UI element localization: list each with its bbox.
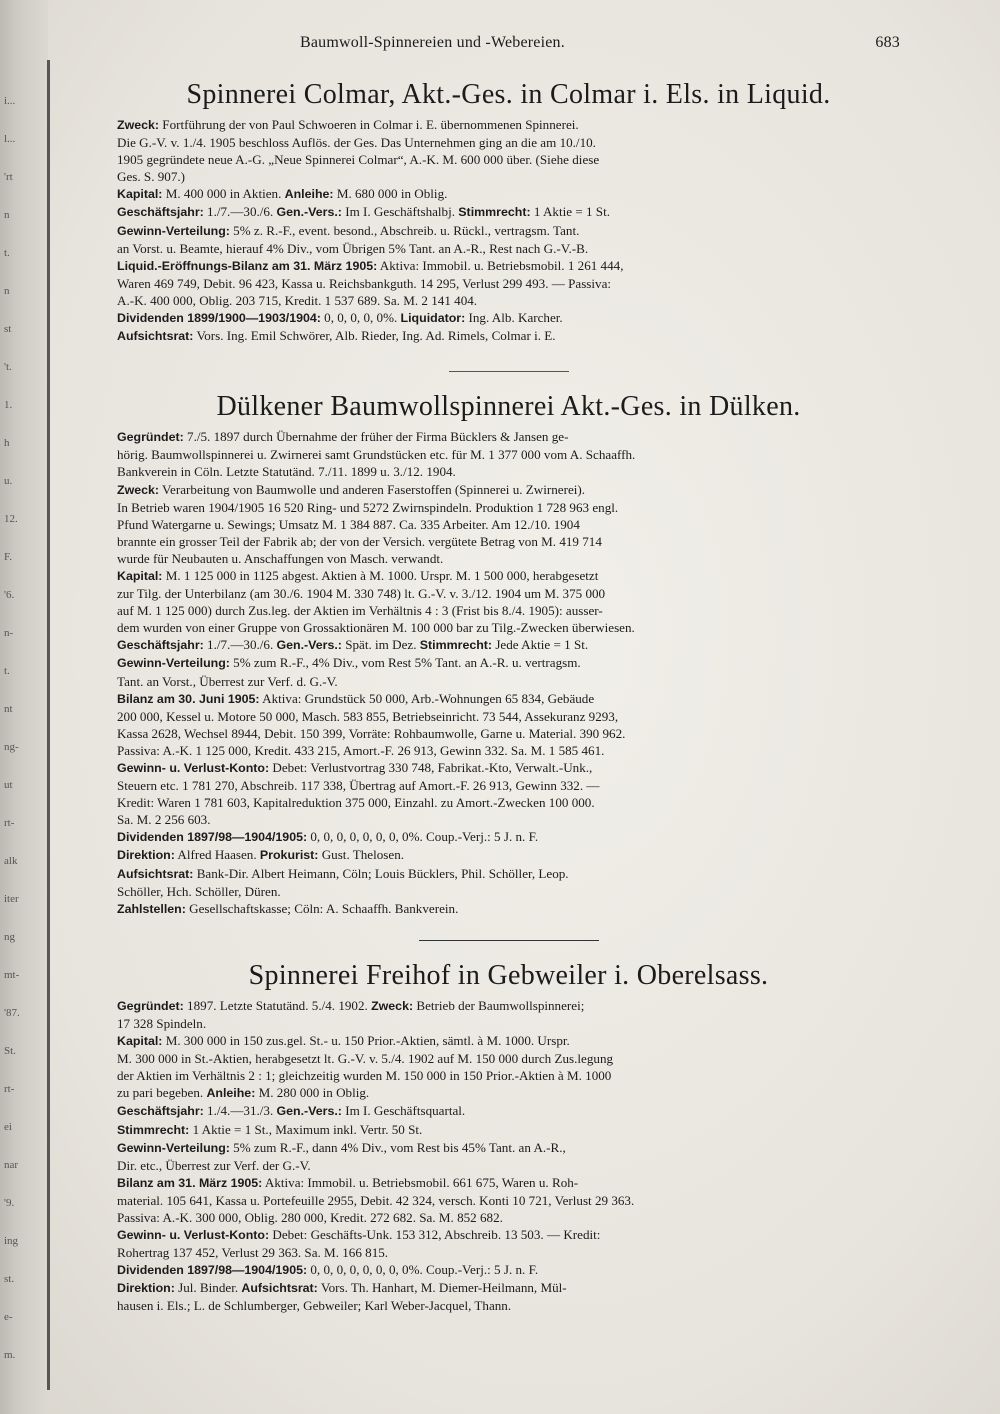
field-text: In Betrieb waren 1904/1905 16 520 Ring- und 5272 Zwirnspindeln. Produktion 1 728 963 engl. bbox=[117, 499, 619, 515]
entry-line bbox=[117, 1261, 900, 1279]
field-text: M. 680 000 in Oblig. bbox=[333, 186, 448, 202]
entry-line bbox=[117, 690, 900, 708]
field-label: Kapital: bbox=[117, 1034, 163, 1049]
field-label: Stimmrecht: bbox=[117, 1122, 190, 1137]
field-label: Dividenden 1897/98—1904/1905: bbox=[117, 1263, 308, 1278]
field-label: Geschäftsjahr: bbox=[117, 205, 204, 220]
field-text: Betrieb der Baumwollspinnerei; bbox=[413, 997, 585, 1013]
gutter-fragment: 't. bbox=[4, 361, 12, 373]
entry-line bbox=[117, 275, 900, 292]
entry-line bbox=[117, 1157, 900, 1174]
entry-line bbox=[117, 499, 900, 516]
field-text: 7./5. 1897 durch Übernahme der früher der Firma Bücklers & Jansen ge- bbox=[183, 429, 569, 445]
entry-line bbox=[117, 1297, 900, 1314]
entry-line bbox=[117, 997, 900, 1015]
field-text: hausen i. Els.; L. de Schlumberger, Gebweiler; Karl Weber-Jacquel, Thann. bbox=[117, 1298, 512, 1314]
field-text: Alfred Haasen. bbox=[174, 847, 260, 863]
gutter-fragment: '87. bbox=[4, 1007, 20, 1019]
gutter-fragment: u. bbox=[4, 475, 13, 487]
entry-line bbox=[117, 742, 900, 759]
entry-line bbox=[117, 1102, 900, 1120]
entry-line bbox=[117, 1032, 900, 1050]
field-text: 1 Aktie = 1 St., Maximum inkl. Vertr. 50 St. bbox=[189, 1121, 423, 1137]
gutter-fragment: nar bbox=[4, 1159, 19, 1171]
field-label: Zweck: bbox=[371, 998, 414, 1013]
entry-line bbox=[117, 1084, 900, 1102]
entry-line bbox=[117, 257, 900, 275]
entry-line bbox=[117, 428, 900, 446]
gutter-fragment: t. bbox=[4, 247, 10, 259]
field-label: Kapital: bbox=[117, 568, 163, 583]
company-entry bbox=[117, 390, 900, 918]
entry-line bbox=[117, 292, 900, 309]
gutter-fragment: i... bbox=[4, 95, 16, 107]
field-text: 1 Aktie = 1 St. bbox=[530, 204, 610, 220]
field-text: Im I. Geschäftsquartal. bbox=[341, 1103, 466, 1119]
field-label: Bilanz am 30. Juni 1905: bbox=[117, 691, 260, 706]
field-text: Schöller, Hch. Schöller, Düren. bbox=[117, 883, 281, 899]
field-label: Aufsichtsrat: bbox=[241, 1281, 318, 1296]
field-text: Waren 469 749, Debit. 96 423, Kassa u. Reichsbankguth. 14 295, Verlust 299 493. — Passiva: bbox=[117, 275, 612, 291]
field-text: Dir. etc., Überrest zur Verf. der G.-V. bbox=[117, 1157, 311, 1173]
field-text: 0, 0, 0, 0, 0, 0, 0, 0%. Coup.-Verj.: 5 J. n. F. bbox=[307, 1262, 539, 1278]
entry-line bbox=[117, 327, 900, 345]
entry-line bbox=[117, 654, 900, 672]
field-text: der Aktien im Verhältnis 2 : 1; gleichzeitig wurden M. 150 000 in 150 Prior.-Aktien à M. 1000 bbox=[117, 1068, 612, 1084]
field-label: Direktion: bbox=[117, 1281, 175, 1296]
gutter-fragment: ut bbox=[4, 779, 13, 791]
field-text: Vors. Ing. Emil Schwörer, Alb. Rieder, Ing. Ad. Rimels, Colmar i. E. bbox=[193, 328, 556, 344]
field-label: Direktion: bbox=[117, 848, 175, 863]
field-text: M. 300 000 in St.-Aktien, herabgesetzt lt. G.-V. v. 5./4. 1902 auf M. 150 000 durch Zus.legung bbox=[117, 1051, 614, 1067]
field-text: Gesellschaftskasse; Cöln: A. Schaaffh. Bankverein. bbox=[185, 900, 459, 916]
field-label: Gen.-Vers.: bbox=[276, 205, 342, 220]
field-text: Fortführung der von Paul Schwoeren in Colmar i. E. übernommenen Spinnerei. bbox=[159, 117, 579, 132]
field-text: 0, 0, 0, 0, 0, 0, 0, 0%. Coup.-Verj.: 5 J. n. F. bbox=[307, 829, 539, 845]
entry-line bbox=[117, 151, 900, 168]
field-text: hörig. Baumwollspinnerei u. Zwirnerei samt Grundstücken etc. für M. 1 377 000 vom A. Schaaffh. bbox=[117, 447, 636, 463]
field-text: 200 000, Kessel u. Motore 50 000, Masch. 583 855, Betriebseinricht. 73 544, Assekuranz 9293, bbox=[117, 708, 619, 724]
entry-line bbox=[117, 846, 900, 864]
field-label: Gegründet: bbox=[117, 430, 184, 445]
field-text: Die G.-V. v. 1./4. 1905 beschloss Auflös. der Ges. Das Unternehmen ging an die am 10./10. bbox=[117, 135, 596, 151]
company-title: Spinnerei Colmar, Akt.-Ges. in Colmar i. Els. in Liquid. bbox=[186, 79, 831, 110]
field-label: Liquidator: bbox=[400, 311, 466, 326]
gutter-fragment: ei bbox=[4, 1121, 12, 1133]
field-text: 5% z. R.-F., event. besond., Abschreib. u. Rückl., vertragsm. Tant. bbox=[229, 222, 580, 238]
field-text: M. 300 000 in 150 zus.gel. St.- u. 150 Prior.-Aktien, sämtl. à M. 1000. Urspr. bbox=[162, 1033, 570, 1049]
gutter-fragment: F. bbox=[4, 551, 12, 563]
entry-line bbox=[117, 309, 900, 327]
gutter-fragment: rt- bbox=[4, 817, 15, 829]
entry-line bbox=[117, 533, 900, 550]
gutter-fragment: '9. bbox=[4, 1197, 15, 1209]
field-label: Gewinn- u. Verlust-Konto: bbox=[117, 1228, 270, 1243]
entry-line bbox=[117, 777, 900, 794]
field-text: Jede Aktie = 1 St. bbox=[492, 637, 589, 653]
gutter-fragment: alk bbox=[4, 855, 18, 867]
field-label: Anleihe: bbox=[284, 187, 334, 202]
gutter-fragment: e- bbox=[4, 1311, 13, 1323]
field-text: Vors. Th. Hanhart, M. Diemer-Heilmann, Mül- bbox=[317, 1280, 567, 1296]
entry-line bbox=[117, 828, 900, 846]
field-text: auf M. 1 125 000) durch Zus.leg. der Aktien im Verhältnis 4 : 3 (Frist bis 8./4. 1905): ausser- bbox=[117, 603, 603, 619]
field-text: dem wurden von einer Gruppe von Grossaktionären M. 100 000 bar zu Tilg.-Zwecken überwiesen. bbox=[117, 620, 635, 636]
page-content bbox=[117, 78, 900, 1315]
section-divider bbox=[419, 940, 599, 941]
gutter-fragment: n bbox=[4, 209, 10, 221]
running-head-title: Baumwoll-Spinnereien und -Webereien. bbox=[300, 34, 565, 51]
entry-line bbox=[117, 240, 900, 257]
gutter-fragment: t. bbox=[4, 665, 10, 677]
entry-line bbox=[117, 636, 900, 654]
entry-line bbox=[117, 1050, 900, 1067]
field-label: Zahlstellen: bbox=[117, 901, 186, 916]
entry-line bbox=[117, 883, 900, 900]
field-text: Jul. Binder. bbox=[174, 1280, 242, 1296]
page-number: 683 bbox=[875, 34, 900, 51]
field-text: Pfund Watergarne u. Sewings; Umsatz M. 1 384 887. Ca. 335 Arbeiter. Am 12./10. 1904 bbox=[117, 516, 580, 532]
entry-line bbox=[117, 1279, 900, 1297]
field-text: 5% zum R.-F., dann 4% Div., vom Rest bis 45% Tant. an A.-R., bbox=[229, 1139, 566, 1155]
gutter-fragment: st bbox=[4, 323, 12, 335]
entry-line bbox=[117, 446, 900, 463]
gutter-fragment: nt bbox=[4, 703, 13, 715]
field-label: Bilanz am 31. März 1905: bbox=[117, 1175, 263, 1190]
company-entry bbox=[117, 959, 900, 1315]
field-text: Steuern etc. 1 781 270, Abschreib. 117 338, Übertrag auf Amort.-F. 26 913, Gewinn 332. — bbox=[117, 778, 600, 794]
entry-line bbox=[117, 203, 900, 221]
field-label: Liquid.-Eröffnungs-Bilanz am 31. März 1905: bbox=[117, 258, 378, 273]
field-text: 1./7.—30./6. bbox=[203, 204, 277, 220]
field-text: 0, 0, 0, 0, 0%. bbox=[320, 310, 401, 326]
company-title: Spinnerei Freihof in Gebweiler i. Oberelsass. bbox=[248, 959, 769, 991]
entry-line bbox=[117, 1015, 900, 1032]
field-text: 17 328 Spindeln. bbox=[117, 1015, 207, 1031]
field-text: material. 105 641, Kassa u. Portefeuille 2955, Debit. 42 324, versch. Konti 10 721, Verlust 29 363. bbox=[117, 1192, 635, 1208]
entry-line bbox=[117, 134, 900, 151]
field-label: Gewinn- u. Verlust-Konto: bbox=[117, 761, 270, 775]
field-text: 5% zum R.-F., 4% Div., vom Rest 5% Tant. an A.-R. u. vertragsm. bbox=[229, 655, 581, 671]
entry-line bbox=[117, 759, 900, 777]
gutter-line bbox=[47, 60, 50, 1390]
entry-line bbox=[117, 1209, 900, 1226]
field-label: Stimmrecht: bbox=[458, 205, 531, 220]
field-text: Ing. Alb. Karcher. bbox=[465, 310, 563, 326]
entry-line bbox=[117, 1244, 900, 1261]
field-text: Verarbeitung von Baumwolle und anderen Faserstoffen (Spinnerei u. Zwirnerei). bbox=[159, 481, 586, 497]
field-label: Aufsichtsrat: bbox=[117, 866, 194, 881]
field-text: M. 400 000 in Aktien. bbox=[162, 186, 285, 202]
field-text: Kassa 2628, Wechsel 8944, Debit. 150 399, Vorräte: Rohbaumwolle, Garne u. Material. 390 962. bbox=[117, 725, 626, 741]
field-text: zur Tilg. der Unterbilanz (am 30./6. 1904 M. 330 748) lt. G.-V. v. 3./12. 1904 um M. 375 000 bbox=[117, 586, 606, 602]
gutter-fragment: rt- bbox=[4, 1083, 15, 1095]
gutter-fragment: St. bbox=[4, 1045, 16, 1057]
entry-line bbox=[117, 1192, 900, 1209]
field-text: wurde für Neubauten u. Anschaffungen von Masch. verwandt. bbox=[117, 550, 444, 566]
field-text: Bankverein in Cöln. Letzte Statutänd. 7./11. 1899 u. 3./12. 1904. bbox=[117, 464, 456, 480]
field-text: Ges. S. 907.) bbox=[117, 169, 186, 185]
field-text: M. 280 000 in Oblig. bbox=[255, 1085, 370, 1101]
field-text: Kredit: Waren 1 781 603, Kapitalreduktion 375 000, Einzahl. zu Amort.-Zwecken 100 000. bbox=[117, 795, 595, 811]
gutter-fragment: 12. bbox=[4, 513, 18, 525]
gutter-fragment: 'rt bbox=[4, 171, 13, 183]
company-entry bbox=[117, 78, 900, 345]
field-label: Zweck: bbox=[117, 118, 160, 132]
gutter-fragment: ing bbox=[4, 1235, 19, 1247]
field-text: Debet: Geschäfts-Unk. 153 312, Abschreib. 13 503. — Kredit: bbox=[269, 1227, 601, 1243]
company-title: Dülkener Baumwollspinnerei Akt.-Ges. in Dülken. bbox=[216, 391, 801, 423]
entry-line bbox=[117, 116, 900, 134]
entry-line bbox=[117, 811, 900, 828]
field-label: Dividenden 1899/1900—1903/1904: bbox=[117, 311, 321, 326]
field-text: Rohertrag 137 452, Verlust 29 363. Sa. M. 166 815. bbox=[117, 1245, 389, 1261]
entry-line bbox=[117, 1067, 900, 1084]
field-text: brannte ein grosser Teil der Fabrik ab; der von der Versich. vergütete Betrag von M. 419 714 bbox=[117, 533, 602, 549]
gutter-fragment: n bbox=[4, 285, 10, 297]
entry-line bbox=[117, 725, 900, 742]
field-text: Debet: Verlustvortrag 330 748, Fabrikat.-Kto, Verwalt.-Unk., bbox=[269, 760, 593, 775]
field-text: zu pari begeben. bbox=[117, 1085, 207, 1101]
gutter-fragment: st. bbox=[4, 1273, 15, 1285]
field-label: Dividenden 1897/98—1904/1905: bbox=[117, 830, 308, 845]
running-head bbox=[300, 34, 900, 56]
field-text: an Vorst. u. Beamte, hierauf 4% Div., vom Übrigen 5% Tant. an A.-R., Rest nach G.-V.-B. bbox=[117, 240, 589, 256]
field-label: Aufsichtsrat: bbox=[117, 329, 194, 344]
field-label: Gegründet: bbox=[117, 998, 184, 1013]
entry-line bbox=[117, 602, 900, 619]
field-text: Sa. M. 2 256 603. bbox=[117, 812, 211, 828]
field-text: Bank-Dir. Albert Heimann, Cöln; Louis Bücklers, Phil. Schöller, Leop. bbox=[193, 865, 569, 881]
entry-line bbox=[117, 900, 900, 918]
field-text: Im I. Geschäftshalbj. bbox=[341, 204, 459, 220]
entry-line bbox=[117, 585, 900, 602]
field-text: M. 1 125 000 in 1125 abgest. Aktien à M. 1000. Urspr. M. 1 500 000, herabgesetzt bbox=[162, 567, 599, 583]
entry-line bbox=[117, 168, 900, 185]
entry-line bbox=[117, 865, 900, 883]
section-divider bbox=[449, 371, 569, 372]
field-text: Spät. im Dez. bbox=[341, 637, 420, 653]
gutter-fragment: h bbox=[4, 437, 10, 449]
field-text: 1905 gegründete neue A.-G. „Neue Spinnerei Colmar“, A.-K. M. 600 000 über. (Siehe diese bbox=[117, 152, 600, 168]
field-label: Zweck: bbox=[117, 482, 160, 497]
entry-line bbox=[117, 1226, 900, 1244]
entry-line bbox=[117, 516, 900, 533]
entry-line bbox=[117, 673, 900, 690]
field-label: Stimmrecht: bbox=[419, 638, 493, 653]
gutter-fragment: ng bbox=[4, 931, 15, 943]
gutter-fragment: m. bbox=[4, 1349, 16, 1361]
field-label: Gewinn-Verteilung: bbox=[117, 1140, 230, 1155]
field-label: Gen.-Vers.: bbox=[276, 1104, 342, 1119]
entry-line bbox=[117, 567, 900, 585]
gutter-fragment: l... bbox=[4, 133, 16, 145]
gutter-fragment: ng- bbox=[4, 741, 19, 753]
field-text: 1./4.—31./3. bbox=[203, 1103, 277, 1119]
field-text: Gust. Thelosen. bbox=[318, 847, 405, 863]
entry-line bbox=[117, 1121, 900, 1139]
field-text: 1897. Letzte Statutänd. 5./4. 1902. bbox=[183, 997, 372, 1013]
entry-line bbox=[117, 463, 900, 480]
field-label: Geschäftsjahr: bbox=[117, 638, 204, 653]
entry-line bbox=[117, 550, 900, 567]
field-text: Aktiva: Immobil. u. Betriebsmobil. 1 261 444, bbox=[377, 257, 624, 273]
entry-line bbox=[117, 794, 900, 811]
field-text: 1./7.—30./6. bbox=[203, 637, 277, 653]
field-label: Prokurist: bbox=[259, 848, 319, 863]
entry-line bbox=[117, 222, 900, 240]
gutter-fragment: n- bbox=[4, 627, 14, 639]
field-label: Geschäftsjahr: bbox=[117, 1104, 204, 1119]
field-text: Aktiva: Grundstück 50 000, Arb.-Wohnungen 65 834, Gebäude bbox=[259, 690, 595, 706]
gutter-fragment: iter bbox=[4, 893, 19, 905]
field-text: Passiva: A.-K. 300 000, Oblig. 280 000, Kredit. 272 682. Sa. M. 852 682. bbox=[117, 1209, 503, 1225]
field-label: Gen.-Vers.: bbox=[276, 638, 342, 653]
field-text: A.-K. 400 000, Oblig. 203 715, Kredit. 1 537 689. Sa. M. 2 141 404. bbox=[117, 292, 478, 308]
entry-line bbox=[117, 185, 900, 203]
field-text: Passiva: A.-K. 1 125 000, Kredit. 433 215, Amort.-F. 26 913, Gewinn 332. Sa. M. 1 585 461. bbox=[117, 742, 605, 758]
field-text: Aktiva: Immobil. u. Betriebsmobil. 661 675, Waren u. Roh- bbox=[262, 1174, 579, 1190]
entry-line bbox=[117, 481, 900, 499]
entry-line bbox=[117, 1174, 900, 1192]
field-label: Kapital: bbox=[117, 187, 163, 202]
field-text: Tant. an Vorst., Überrest zur Verf. d. G.-V. bbox=[117, 673, 338, 689]
field-label: Gewinn-Verteilung: bbox=[117, 223, 230, 238]
entry-line bbox=[117, 1139, 900, 1157]
field-label: Gewinn-Verteilung: bbox=[117, 656, 230, 671]
gutter-fragment: '6. bbox=[4, 589, 15, 601]
entry-line bbox=[117, 708, 900, 725]
field-label: Anleihe: bbox=[206, 1086, 256, 1101]
gutter-fragment: mt- bbox=[4, 969, 20, 981]
gutter-fragment: 1. bbox=[4, 399, 13, 411]
entry-line bbox=[117, 619, 900, 636]
